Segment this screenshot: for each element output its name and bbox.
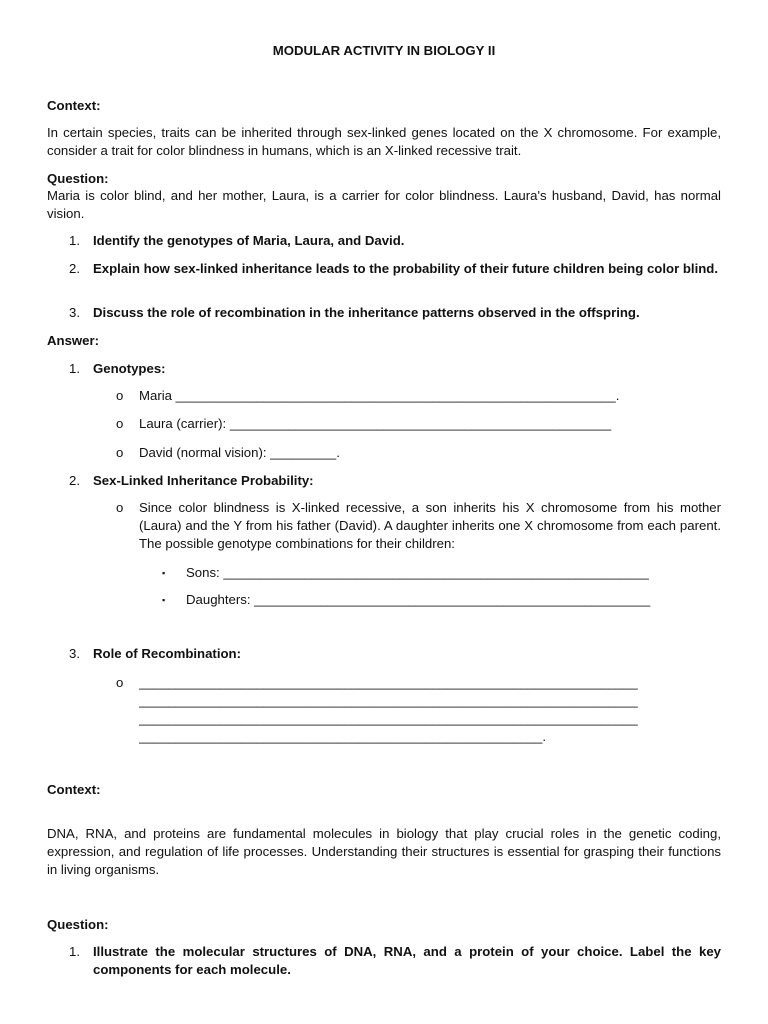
inheritance-explanation: Since color blindness is X-linked recessive, a son inherits his X chromosome from his mother (Laura) and the Y from his father (David). A daughter inherits one X chromosome from each parent. The possible genotype combinations for their children: (139, 500, 721, 551)
recombination-blank-line: ____________________________________________________________________ (139, 711, 638, 726)
daughters-blank: Daughters: ______________________________________________________ (186, 592, 651, 607)
context-label-2: Context: (47, 782, 101, 797)
bullet-square: ▪ (162, 595, 166, 605)
question-label-2: Question: (47, 917, 109, 932)
answer-label: Answer: (47, 333, 100, 348)
answer-heading: Role of Recombination: (93, 646, 241, 661)
bullet-circle: o (116, 500, 124, 515)
bullet-circle: o (116, 416, 124, 431)
bullet-square: ▪ (162, 568, 166, 578)
question-item: Explain how sex-linked inheritance leads to the probability of their future children being color blind. (93, 261, 719, 276)
page-title: MODULAR ACTIVITY IN BIOLOGY II (272, 43, 496, 58)
maria-genotype-blank: Maria ____________________________________________________________. (139, 388, 620, 403)
recombination-blank-line: _______________________________________________________. (139, 729, 547, 744)
answer-heading: Genotypes: (93, 361, 166, 376)
david-genotype-blank: David (normal vision): _________. (139, 445, 340, 460)
question-number: 1. (69, 233, 80, 248)
sons-blank: Sons: __________________________________________________________ (186, 565, 649, 580)
bullet-circle: o (116, 675, 124, 690)
question-number: 3. (69, 305, 80, 320)
context-paragraph: In certain species, traits can be inherited through sex-linked genes located on the X chromosome. For example, consider a trait for color blindness in humans, which is an X-linked recessive trait. (47, 125, 721, 158)
bullet-circle: o (116, 445, 124, 460)
answer-number: 1. (69, 361, 80, 376)
context-paragraph-2: DNA, RNA, and proteins are fundamental molecules in biology that play crucial roles in the genetic coding, expression, and regulation of life processes. Understanding their structures is essential for grasping their functions in living organisms. (47, 826, 721, 877)
recombination-blank-line: ____________________________________________________________________ (139, 693, 638, 708)
question-number: 2. (69, 261, 80, 276)
question-number: 1. (69, 944, 80, 959)
question-paragraph: Maria is color blind, and her mother, Laura, is a carrier for color blindness. Laura's husband, David, has normal vision. (47, 188, 721, 221)
question-item: Discuss the role of recombination in the inheritance patterns observed in the offspring. (93, 305, 640, 320)
question-item: Illustrate the molecular structures of DNA, RNA, and a protein of your choice. Label the key components for each molecule. (93, 944, 721, 977)
answer-number: 3. (69, 646, 80, 661)
bullet-circle: o (116, 388, 124, 403)
question-item: Identify the genotypes of Maria, Laura, and David. (93, 233, 405, 248)
question-label: Question: (47, 171, 109, 186)
context-label: Context: (47, 98, 101, 113)
answer-heading: Sex-Linked Inheritance Probability: (93, 473, 314, 488)
answer-number: 2. (69, 473, 80, 488)
recombination-blank-line: ____________________________________________________________________ (139, 675, 638, 690)
laura-genotype-blank: Laura (carrier): ____________________________________________________ (139, 416, 612, 431)
